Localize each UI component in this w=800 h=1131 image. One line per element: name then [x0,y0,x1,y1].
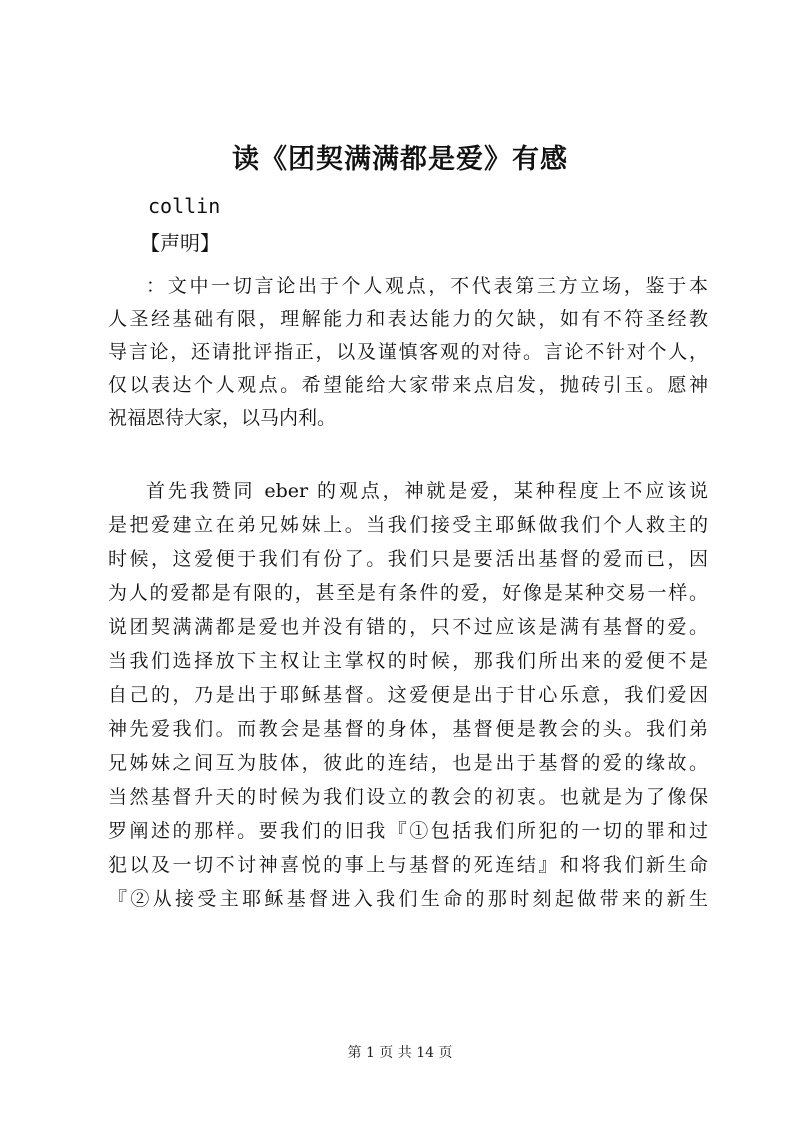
paragraph-line: 自己的，乃是出于耶稣基督。这爱便是出于甘心乐意，我们爱因 [108,684,708,706]
document-title: 读《团契满满都是爱》有感 [232,144,568,175]
declaration-heading: 【声明】 [140,231,220,255]
paragraph-line: 罗阐述的那样。要我们的旧我『①包括我们所犯的一切的罪和过 [108,820,708,842]
paragraph-line: 当我们选择放下主权让主掌权的时候，那我们所出来的爱便不是 [108,650,708,672]
paragraph-line: 时候，这爱便于我们有份了。我们只是要活出基督的爱而已，因 [108,548,708,570]
paragraph-line: 导言论，还请批评指正，以及谨慎客观的对待。言论不针对个人， [108,341,708,363]
paragraph-line: 犯以及一切不讨神喜悦的事上与基督的死连结』和将我们新生命 [108,854,708,876]
author-name: collin [148,194,221,218]
paragraph-line: 『②从接受主耶稣基督进入我们生命的那时刻起做带来的新生 [108,888,708,910]
paragraph-line: 当然基督升天的时候为我们设立的教会的初衷。也就是为了像保 [108,786,708,808]
paragraph-line: 说团契满满都是爱也并没有错的，只不过应该是满有基督的爱。 [108,616,708,638]
paragraph-line: 首先我赞同 eber 的观点，神就是爱，某种程度上不应该说 [146,480,708,502]
paragraph-line: 祝福恩待大家，以马内利。 [108,407,337,429]
body-paragraph [108,474,708,916]
paragraph-line: 兄姊妹之间互为肢体，彼此的连结，也是出于基督的爱的缘故。 [108,752,708,774]
paragraph-line: ：文中一切言论出于个人观点，不代表第三方立场，鉴于本 [146,275,708,297]
paragraph-line: 仅以表达个人观点。希望能给大家带来点启发，抛砖引玉。愿神 [108,374,708,396]
paragraph-line: 神先爱我们。而教会是基督的身体，基督便是教会的头。我们弟 [108,718,708,740]
page-number-footer: 第 1 页 共 14 页 [347,1045,453,1061]
declaration-paragraph [108,270,708,435]
paragraph-line: 是把爱建立在弟兄姊妹上。当我们接受主耶稣做我们个人救主的 [108,514,708,536]
paragraph-line: 为人的爱都是有限的，甚至是有条件的爱，好像是某种交易一样。 [108,582,708,604]
paragraph-line: 人圣经基础有限，理解能力和表达能力的欠缺，如有不符圣经教 [108,308,708,330]
